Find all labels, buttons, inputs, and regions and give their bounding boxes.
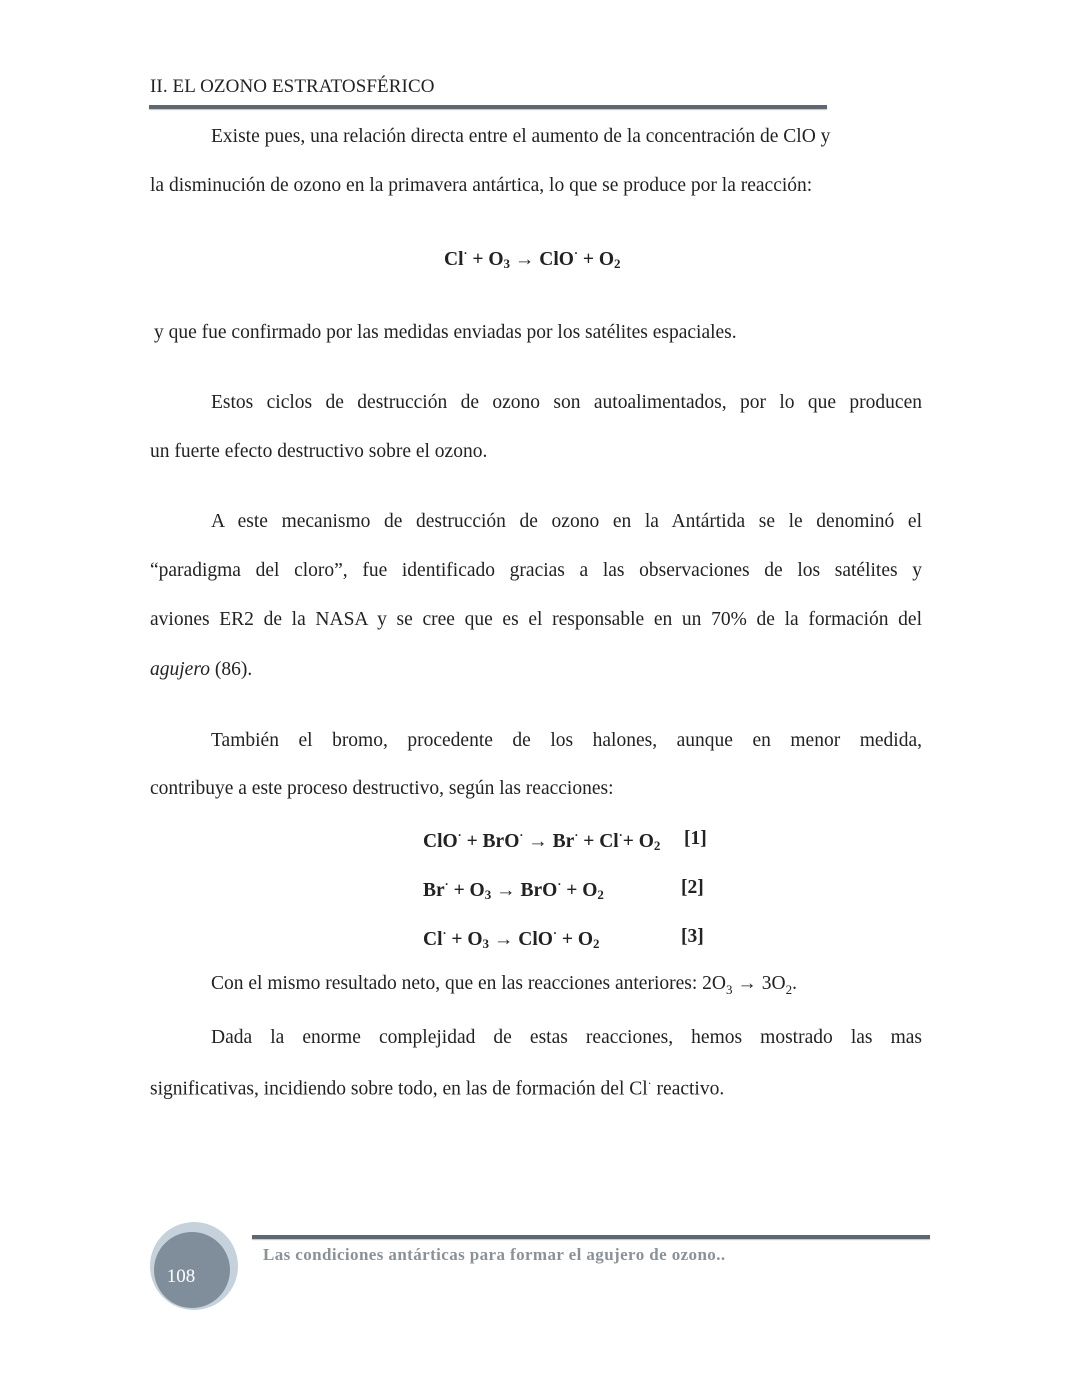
r2-sub: 2: [597, 887, 604, 902]
equation-main: [444, 246, 621, 272]
r1-tag: [1]: [684, 828, 707, 849]
r3-tag: [3]: [681, 926, 704, 947]
eq-plus-o2: + O: [577, 249, 615, 270]
p7-text: significativas, incidiendo sobre todo, en las de formación del Cl: [150, 1078, 648, 1100]
reaction-1: $ClO^\cdot + BrO^\cdot \to Br^\cdot + Cl^\cdot+ O_2$ [1]: [423, 828, 707, 853]
r1-clo: ClO: [423, 831, 458, 852]
p3-line2: un fuerte efecto destructivo sobre el ozono.: [150, 441, 488, 462]
p6-sub2: 2: [785, 981, 793, 997]
p6-end: .: [792, 973, 797, 994]
p6-sub1: 3: [725, 981, 733, 997]
r2-br: Br: [423, 880, 445, 901]
p7-end: reactivo.: [651, 1078, 725, 1100]
p5-line1: También el bromo, procedente de los halones, aunque en menor medida,: [211, 730, 922, 751]
r1-sub: 2: [653, 838, 661, 853]
r3-o: + O: [446, 929, 483, 950]
r2-sub1: 3: [484, 887, 492, 902]
p4-line1: A este mecanismo de destrucción de ozono en la Antártida se le denominó el: [211, 511, 922, 532]
r2-tag: [2]: [681, 877, 704, 898]
r3-sub1: 3: [482, 936, 490, 951]
footer-rule: [252, 1235, 930, 1239]
p5-line2: contribuye a este proceso destructivo, según las reacciones:: [150, 778, 614, 799]
p4-agujero: agujero: [150, 659, 210, 680]
p4-line3: aviones ER2 de la NASA y se cree que es el responsable en un 70% de la formación del: [150, 609, 922, 630]
p4-line2: “paradigma del cloro”, fue identificado gracias a las observaciones de los satélites y: [150, 560, 922, 581]
eq-radical-dot-2: ·: [573, 246, 578, 260]
r1-bro: + BrO: [461, 831, 520, 852]
p6-mid: → 3O: [732, 973, 786, 994]
eq-o3-sub: 3: [503, 256, 511, 271]
r3-clo: → ClO: [489, 929, 553, 950]
reaction-2: $Br^\cdot + O_3 \to BrO^\cdot + O_2$ [2]: [423, 877, 704, 902]
r1-o: + O: [622, 831, 654, 852]
r1-br: → Br: [523, 831, 575, 852]
p2-line1: y que fue confirmado por las medidas enviadas por los satélites espaciales.: [154, 322, 737, 343]
r3-sub: 2: [593, 936, 600, 951]
r1-cl: + Cl: [578, 831, 619, 852]
reaction-3: $Cl^\cdot + O_3 \to ClO^\cdot + O_2$ [3]: [423, 926, 704, 951]
p1-line2: la disminución de ozono en la primavera antártica, lo que se produce por la reacción:: [150, 175, 813, 196]
p6-text: Con el mismo resultado neto, que en las reacciones anteriores: 2O: [211, 973, 726, 994]
p4-line4: [150, 659, 252, 681]
eq-arrow-clo: → ClO: [510, 249, 574, 270]
eq-o2-sub: 2: [614, 256, 621, 271]
eq-cl: Cl: [444, 249, 464, 270]
eq-plus-o: + O: [467, 249, 504, 270]
footer-title: Las condiciones antárticas para formar el agujero de ozono..: [263, 1245, 726, 1264]
r3-o2: + O: [556, 929, 594, 950]
p7-line1: Dada la enorme complejidad de estas reacciones, hemos mostrado las mas: [211, 1027, 922, 1048]
r3-cl: Cl: [423, 929, 443, 950]
header-rule: [149, 105, 827, 109]
r2-o2: + O: [561, 880, 598, 901]
r2-bro: → BrO: [491, 880, 558, 901]
chapter-header: II. EL OZONO ESTRATOSFÉRICO: [150, 76, 435, 97]
p6-line1: [211, 973, 797, 998]
p3-line1: Estos ciclos de destrucción de ozono son autoalimentados, por lo que producen: [211, 392, 922, 413]
p7-line2: significativas, incidiendo sobre todo, en las de formación del Cl· reactivo.: [150, 1076, 725, 1100]
p1-line1: Existe pues, una relación directa entre el aumento de la concentración de ClO y: [211, 126, 831, 147]
eq-radical-dot: ·: [463, 246, 468, 260]
p4-citation: (86).: [209, 659, 253, 680]
page-number: 108: [166, 1266, 196, 1287]
r2-o: + O: [448, 880, 485, 901]
